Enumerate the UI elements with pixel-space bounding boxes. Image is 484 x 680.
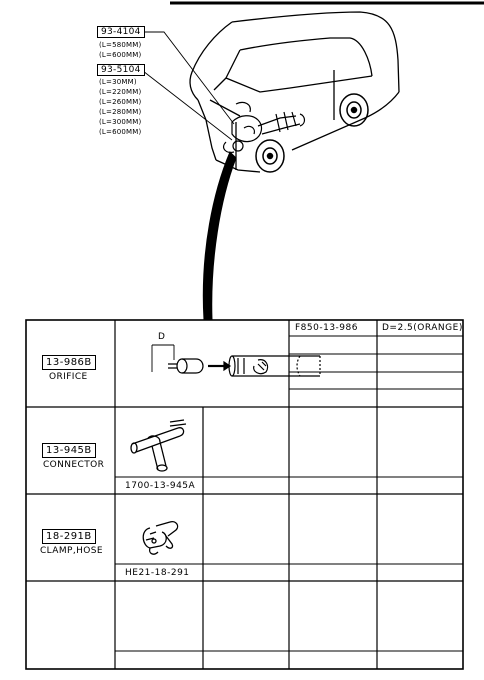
orifice-illustration (152, 345, 320, 376)
length-spec: (L=260MM) (99, 98, 142, 106)
callout-part-93-4104[interactable]: 93-4104 (97, 26, 145, 38)
part-number-connector[interactable]: 1700-13-945A (125, 481, 196, 491)
part-code-clamp-hose[interactable]: 18-291B (42, 529, 96, 544)
length-spec: (L=580MM) (99, 41, 142, 49)
length-spec: (L=300MM) (99, 118, 142, 126)
part-number-clamp-hose[interactable]: HE21-18-291 (125, 568, 190, 578)
part-code-orifice[interactable]: 13-986B (42, 355, 96, 370)
front-wheel (256, 140, 284, 172)
clamp-illustration (143, 522, 177, 554)
part-code-connector[interactable]: 13-945B (42, 443, 96, 458)
length-spec: (L=30MM) (99, 78, 137, 86)
rear-wheel (340, 94, 368, 126)
connector-illustration (131, 420, 186, 471)
header-part-number: F850-13-986 (295, 323, 358, 333)
part-name-orifice: ORIFICE (49, 372, 88, 382)
length-spec: (L=600MM) (99, 51, 142, 59)
van-outline (190, 12, 399, 172)
part-name-clamp-hose: CLAMP,HOSE (40, 546, 103, 556)
length-spec: (L=220MM) (99, 88, 142, 96)
part-name-connector: CONNECTOR (43, 460, 105, 470)
callout-part-93-5104[interactable]: 93-5104 (97, 64, 145, 76)
length-spec: (L=280MM) (99, 108, 142, 116)
length-spec: (L=600MM) (99, 128, 142, 136)
detail-wedge (203, 152, 236, 320)
dimension-label-d: D (158, 332, 166, 342)
leader-lines (139, 32, 234, 140)
header-diameter-spec: D=2.5(ORANGE) (382, 323, 463, 333)
